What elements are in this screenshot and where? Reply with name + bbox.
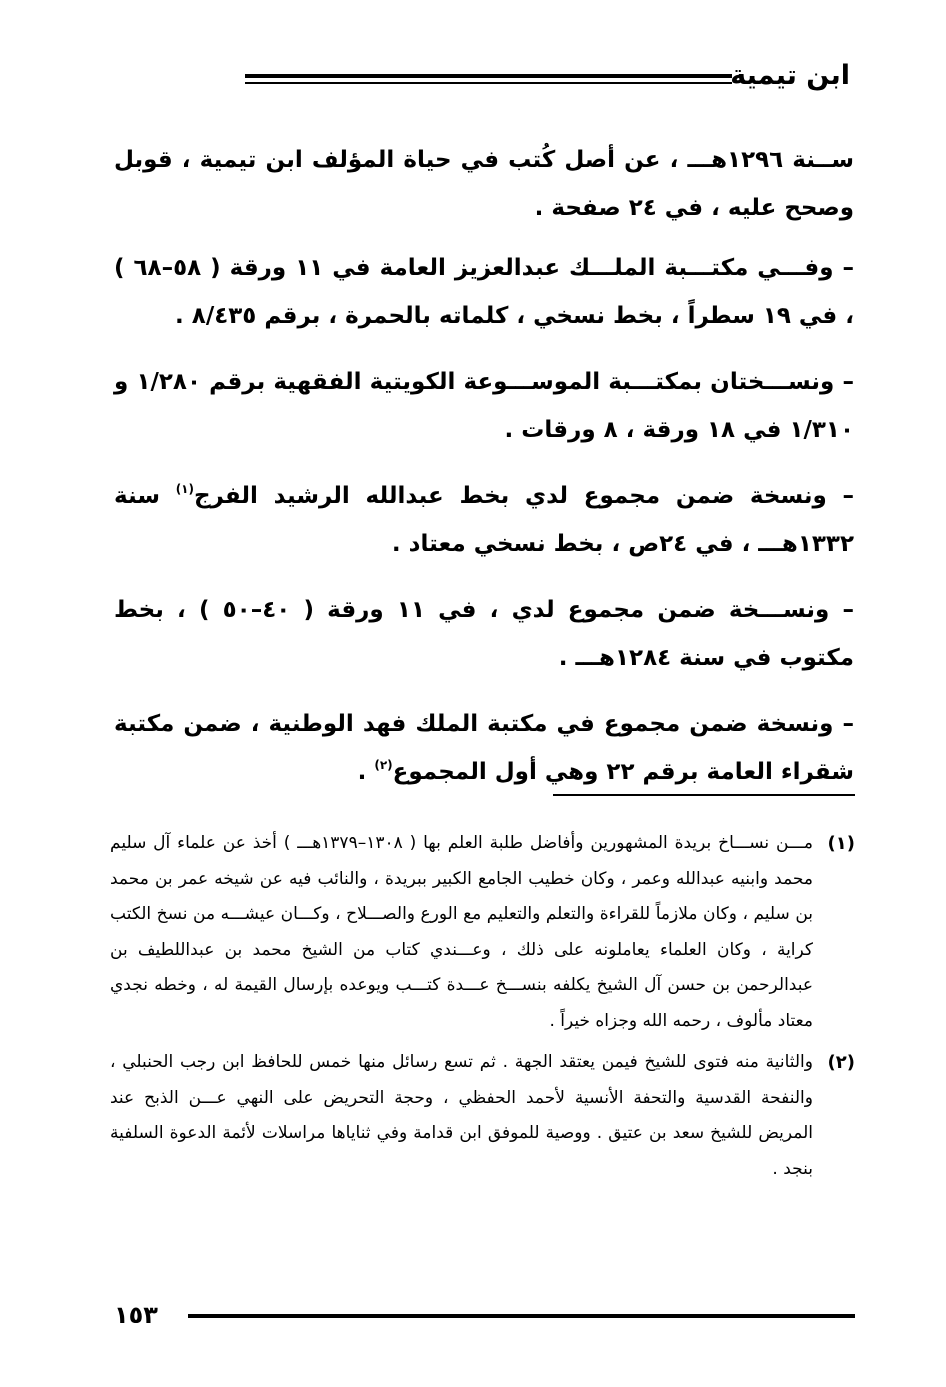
footnote-1-number: (١) (827, 833, 855, 854)
page-number: ١٥٣ (114, 1301, 158, 1329)
paragraph-4-tail: سنة ١٣٣٢هـــ ، في ٢٤ص ، بخط نسخي معتاد . (114, 483, 854, 557)
paragraph-3: – ونســـختان بمكتـــبة الموســـوعة الكويتية الفقهية برقم ١/٢٨٠ و ١/٣١٠ في ١٨ ورقة ، ٨ ورقات . (114, 369, 854, 443)
footnote-2 (110, 1045, 855, 1187)
paragraph-6-text: – ونسخة ضمن مجموع في مكتبة الملك فهد الوطنية ، ضمن مكتبة شقراء العامة برقم ٢٢ وهي أول المجموع (114, 711, 854, 785)
paragraph-6 (114, 700, 854, 796)
main-text (114, 136, 854, 814)
paragraph-4-text: – ونسخة ضمن مجموع لدي بخط عبدالله الرشيد الفرج (193, 483, 854, 509)
paragraph-5: – ونســـخة ضمن مجموع لدي ، في ١١ ورقة ( ٤٠–٥٠ ) ، بخط مكتوب في سنة ١٢٨٤هـــ . (114, 597, 854, 671)
footnote-ref-2[interactable]: (٢) (374, 758, 393, 772)
header-title: ابن تيمية (730, 60, 850, 91)
footnote-1-text: مـــن نســـاخ بريدة المشهورين وأفاضل طلبة العلم بها ( ١٣٠٨–١٣٧٩هـــ ) أخذ عن علماء آل سليم محمد وابنيه عبدالله وعمر ، وكان خطيب الجامع الكبير ببريدة ، والنائب فيه عن شيخه عمر بن محمد بن سليم ، وكان ملازماً للقراءة والتعلم والتعليم مع الورع والصـــلاح ، وكـــان عيشـــه من نسخ الكتب كراية ، وكان العلماء يعاملونه على ذلك ، وعـــندي كتاب من الشيخ محمد بن عبداللطيف بن عبدالرحمن بن حسن آل الشيخ يكلفه بنســـخ عـــدة كتـــب ويوعده بإرسال القيمة له ، وخطه نجدي معتاد مألوف ، رحمه الله وجزاه خيراً . (110, 833, 813, 1031)
paragraph-1: ســنة ١٢٩٦هـــ ، عن أصل كُتب في حياة المؤلف ابن تيمية ، قوبل وصحح عليه ، في ٢٤ صفحة . (114, 147, 854, 221)
footnote-separator (553, 794, 855, 796)
paragraph-4 (114, 472, 854, 568)
footnote-2-number: (٢) (827, 1052, 855, 1073)
footnotes (110, 826, 855, 1193)
footer-rule (188, 1314, 855, 1318)
header-rule (245, 74, 732, 84)
footnote-2-text: والثانية منه فتوى للشيخ فيمن يعتقد الجهة . ثم تسع رسائل منها خمس للحافظ ابن رجب الحنبلي ، والنفحة القدسية والتحفة الأنسية لأحمد الحفظي ، وحجة التحريض على النهي عـــن الذبح عند المريض للشيخ سعد بن عتيق . ووصية للموفق ابن قدامة وفي ثناياها مراسلات لأئمة الدعوة السلفية بنجد . (110, 1052, 813, 1179)
running-header (110, 52, 850, 102)
paragraph-6-tail: . (357, 759, 375, 785)
page-footer (110, 1300, 855, 1334)
footnote-ref-1[interactable]: (١) (175, 482, 194, 496)
footnote-1 (110, 826, 855, 1039)
paragraph-2: – وفـــي مكتـــبة الملـــك عبدالعزيز العامة في ١١ ورقة ( ٥٨–٦٨ ) ، في ١٩ سطراً ، بخط نسخي ، كلماته بالحمرة ، برقم ٨/٤٣٥ . (114, 255, 854, 329)
